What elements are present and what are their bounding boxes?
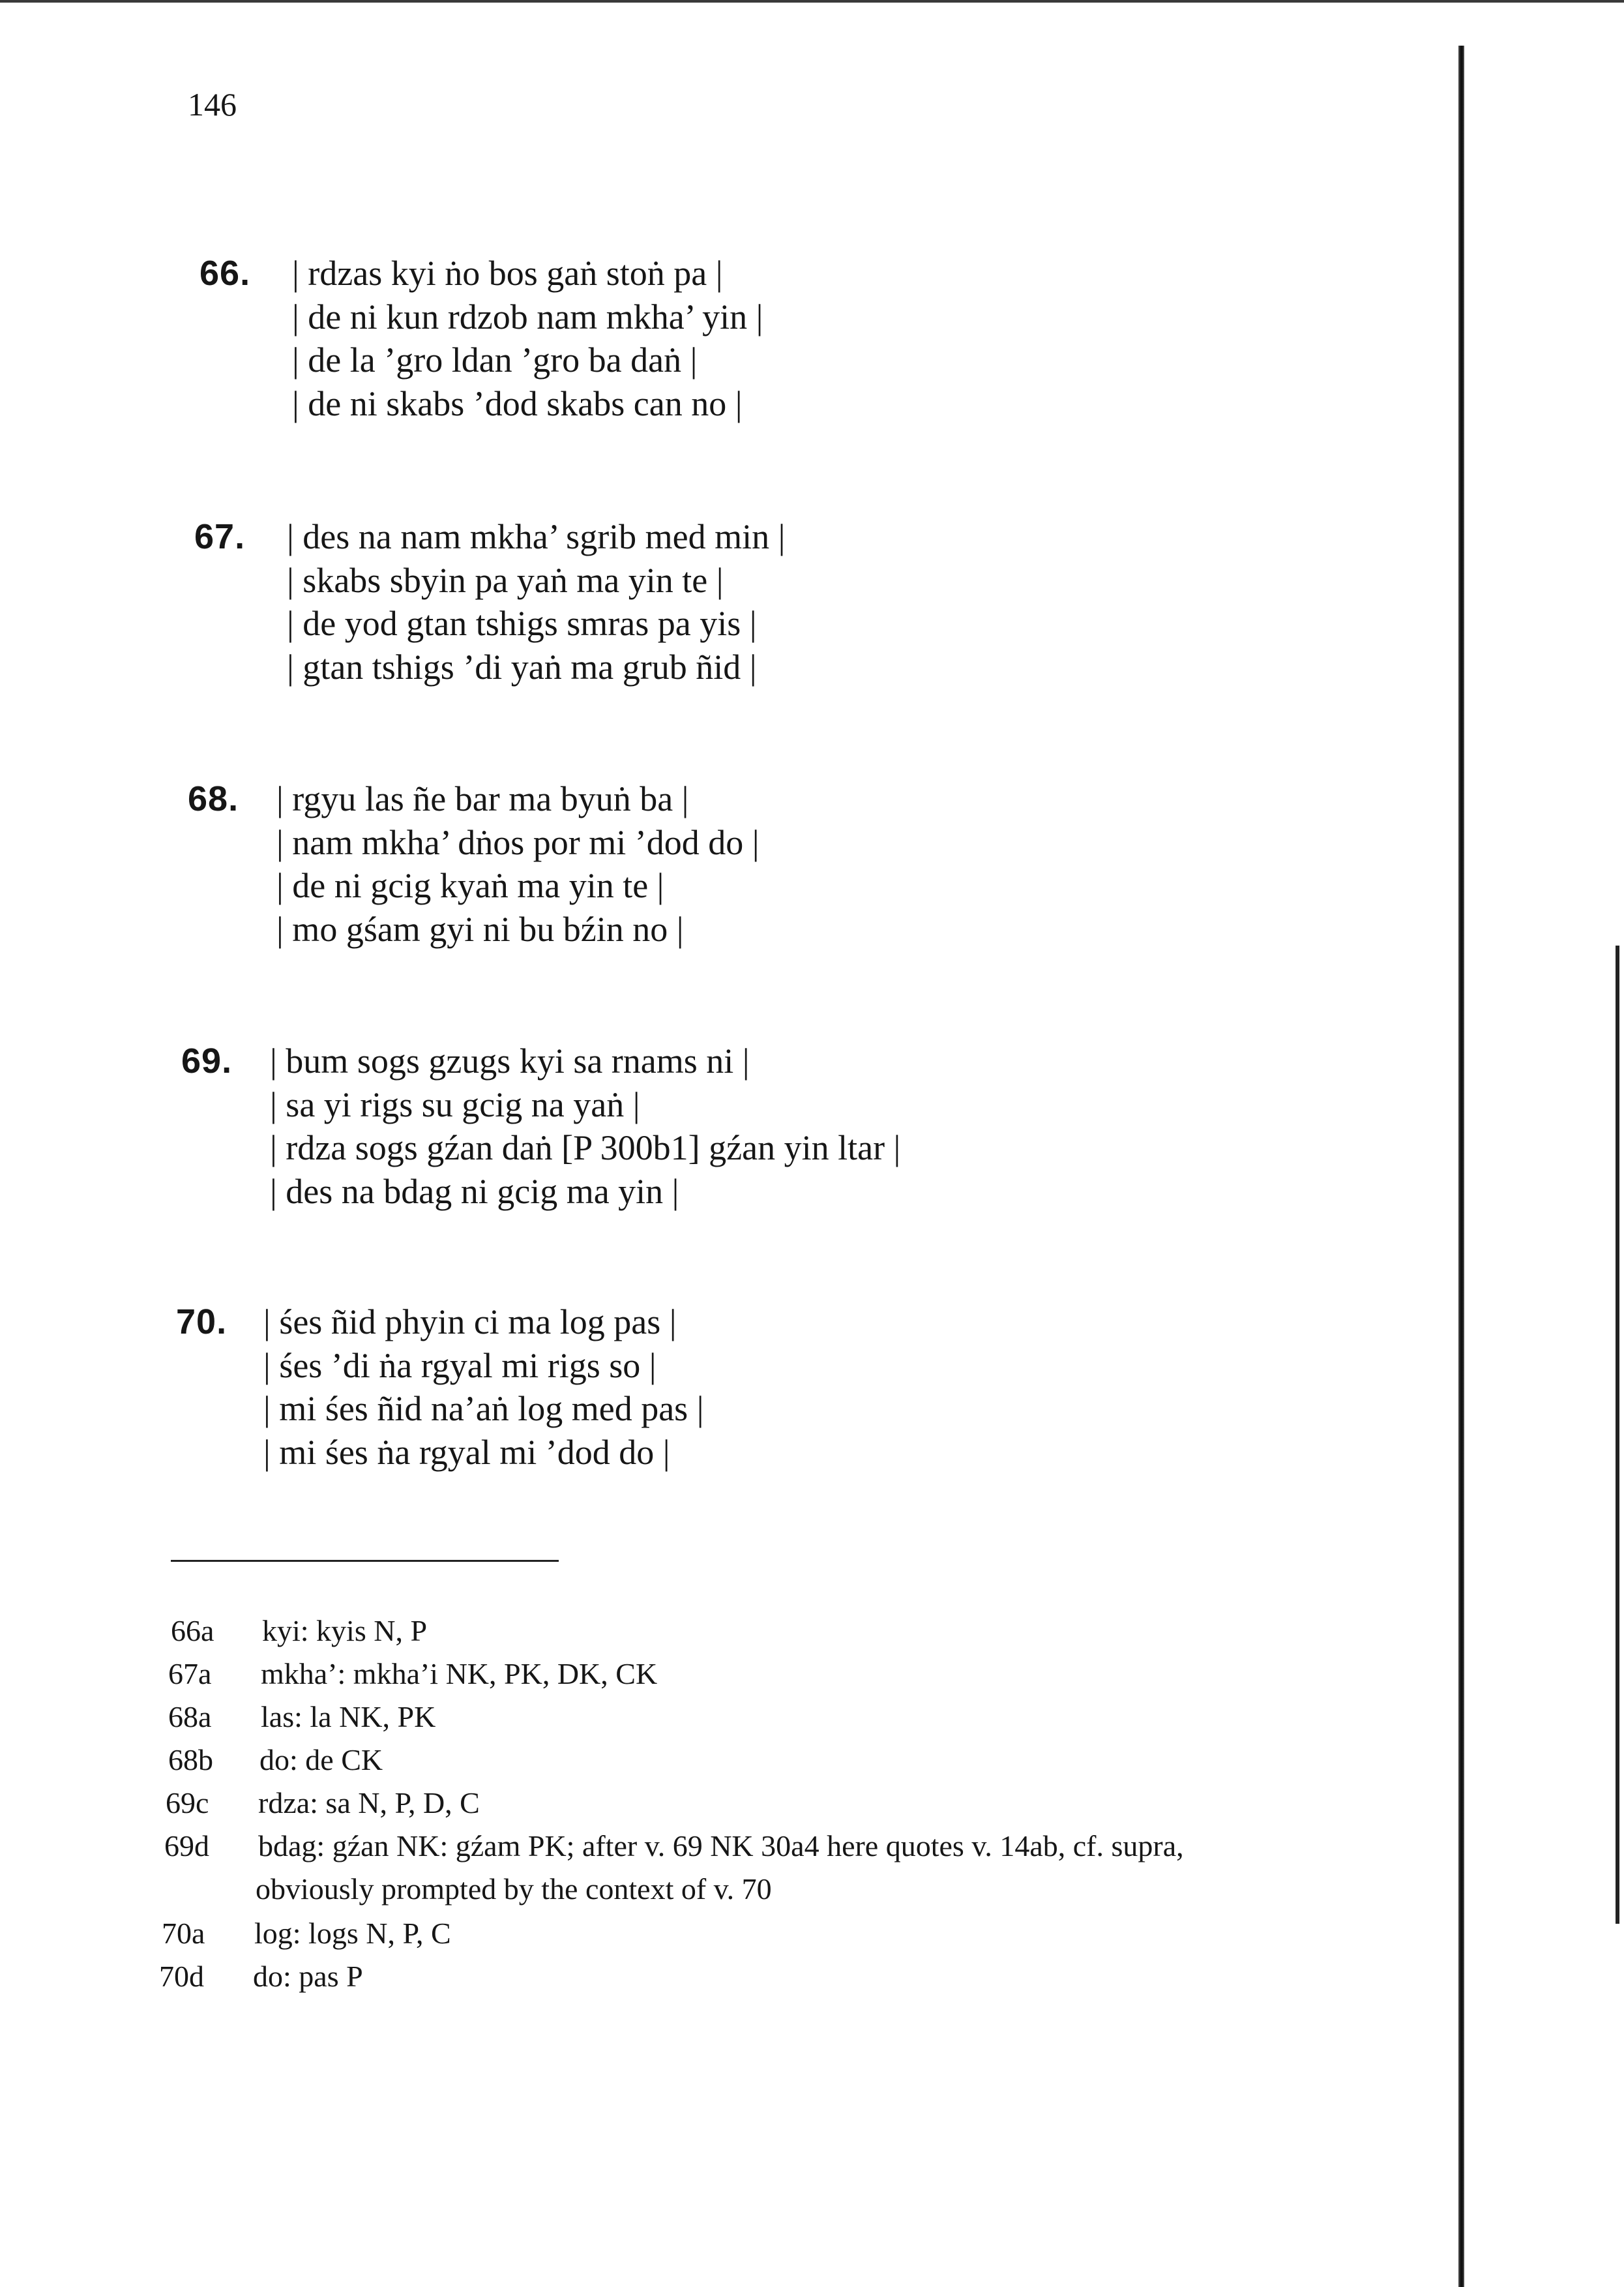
verse-line: | śes ñid phyin ci ma log pas | [263,1302,677,1341]
footnote-text: kyi: kyis N, P [262,1614,428,1647]
verse-line: | rgyu las ñe bar ma byuṅ ba | [276,779,689,818]
verse-line: | sa yi rigs su gcig na yaṅ | [270,1084,640,1124]
footnote-label: 68b [168,1743,213,1776]
verse-lines [263,1300,704,1474]
verse-lines [270,1039,900,1213]
verse-line: | de yod gtan tshigs smras pa yis | [287,604,757,643]
verse-line: | rdza sogs gźan daṅ [P 300b1] gźan yin ltar | [270,1128,901,1167]
verse-line: | skabs sbyin pa yaṅ ma yin te | [287,560,724,600]
footnote-text: rdza: sa N, P, D, C [258,1786,480,1819]
footnote-continuation: obviously prompted by the context of v. 70 [256,1872,772,1906]
verse-number: 70. [176,1302,228,1341]
verse-line: | des na nam mkha’ sgrib med min | [287,517,786,556]
verse-number: 67. [194,517,246,556]
verse-line: | de ni skabs ’dod skabs can no | [292,383,743,423]
verse-lines [276,777,760,951]
verse-number: 66. [199,254,251,293]
verse-line: | des na bdag ni gcig ma yin | [270,1171,679,1211]
verse-number: 68. [188,779,239,818]
footnote-label: 68a [168,1700,212,1733]
binding-shadow [1458,46,1464,2287]
verse-line: | mi śes ṅa rgyal mi ’dod do | [263,1432,670,1472]
page-number: 146 [188,86,237,123]
footnote-text: do: pas P [253,1960,363,1993]
verse-line: | de ni gcig kyaṅ ma yin te | [276,866,664,905]
verse-lines [287,515,785,689]
footnote-text: las: la NK, PK [261,1700,436,1733]
verse-line: | mo gśam gyi ni bu bźin no | [276,909,684,949]
footnote-label: 66a [171,1614,214,1647]
verse-line: | nam mkha’ dṅos por mi ’dod do | [276,822,760,862]
footnote-divider [171,1560,559,1562]
scan-top-edge [0,0,1624,3]
footnote-label: 69c [166,1786,209,1819]
verse-line: | de ni kun rdzob nam mkha’ yin | [292,297,763,336]
verse-line: | de la ’gro ldan ’gro ba daṅ | [292,340,698,380]
footnote-text: log: logs N, P, C [254,1917,451,1950]
footnote-label: 70d [159,1960,204,1993]
footnote-text: bdag: gźan NK: gźam PK; after v. 69 NK 30a4 here quotes v. 14ab, cf. supra, [258,1829,1184,1862]
verse-lines [292,252,763,425]
footnote-text: mkha’: mkha’i NK, PK, DK, CK [261,1657,658,1690]
verse-line: | śes ’di ṅa rgyal mi rigs so | [263,1345,657,1385]
footnote-label: 67a [168,1657,212,1690]
footnote-label: 70a [162,1917,205,1950]
verse-number: 69. [181,1041,233,1081]
footnote-label: 69d [164,1829,209,1862]
verse-line: | rdzas kyi ṅo bos gaṅ stoṅ pa | [292,254,723,293]
verse-line: | gtan tshigs ’di yaṅ ma grub ñid | [287,647,757,687]
verse-line: | mi śes ñid na’aṅ log med pas | [263,1389,704,1428]
scan-right-edge [1616,946,1619,1924]
verse-line: | bum sogs gzugs kyi sa rnams ni | [270,1041,750,1081]
footnote-text: do: de CK [259,1743,383,1776]
